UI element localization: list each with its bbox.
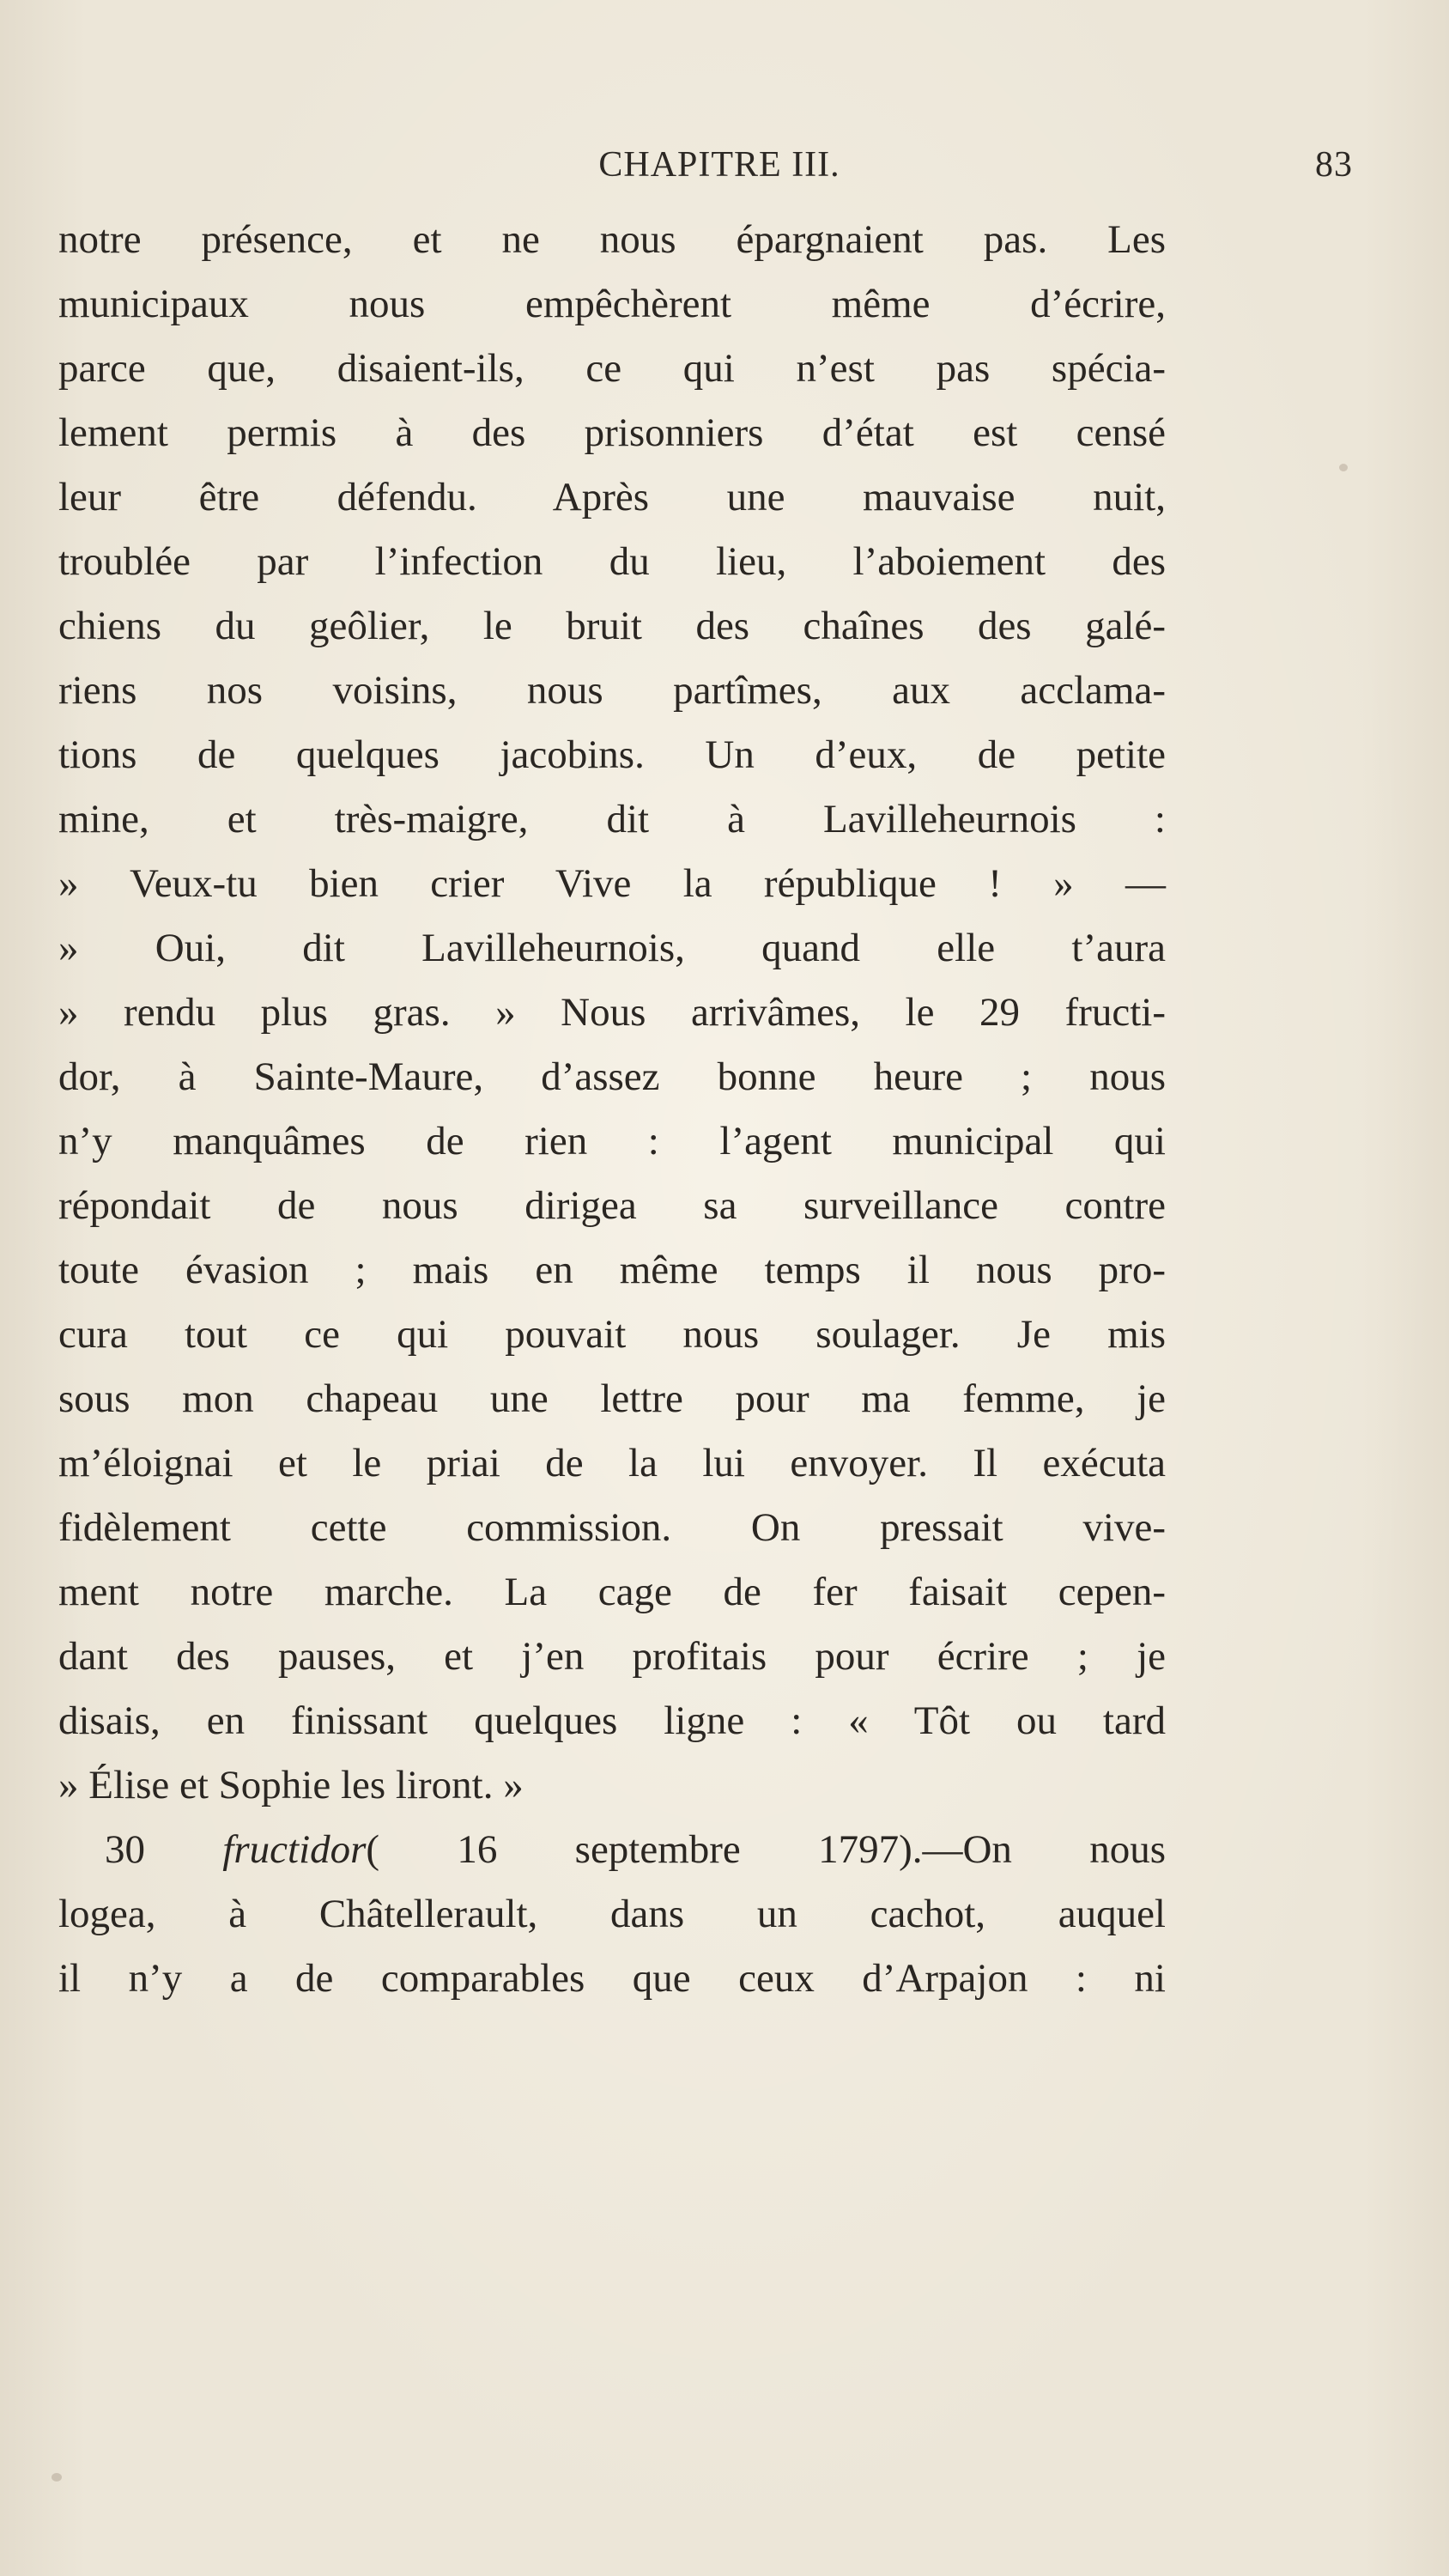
page-number: 83 — [1315, 145, 1353, 185]
chapter-title: CHAPITRE III. — [598, 145, 840, 185]
paper-speck — [1339, 464, 1348, 471]
text-line: toute évasion ; mais en même temps il nous pro- — [58, 1248, 1166, 1292]
text-line: il n’y a de comparables que ceux d’Arpajon : ni — [58, 1956, 1166, 2001]
text-line: » Élise et Sophie les liront. » — [58, 1763, 524, 1807]
running-head — [58, 144, 1353, 199]
text-line: leur être défendu. Après une mauvaise nuit, — [58, 475, 1166, 519]
text-line: n’y manquâmes de rien : l’agent municipal qui — [58, 1119, 1166, 1163]
text-line: fidèlement cette commission. On pressait vive- — [58, 1505, 1166, 1550]
entry-day: 30 — [105, 1827, 145, 1872]
body-text — [58, 208, 1166, 2011]
text-line: lement permis à des prisonniers d’état est censé — [58, 410, 1166, 455]
entry-month: fructidor — [222, 1827, 367, 1872]
text-line: mine, et très-maigre, dit à Lavilleheurnois : — [58, 797, 1166, 841]
text-line: tions de quelques jacobins. Un d’eux, de petite — [58, 732, 1166, 777]
text-line: » Oui, dit Lavilleheurnois, quand elle t’aura — [58, 926, 1166, 970]
text-line: disais, en finissant quelques ligne : « Tôt ou tard — [58, 1698, 1166, 1743]
text-line: » rendu plus gras. » Nous arrivâmes, le 29 fructi- — [58, 990, 1166, 1035]
paper-speck — [876, 1065, 882, 1071]
text-line: riens nos voisins, nous partîmes, aux acclama- — [58, 668, 1166, 713]
text-line: dant des pauses, et j’en profitais pour écrire ; je — [58, 1634, 1166, 1679]
text-line: sous mon chapeau une lettre pour ma femme, je — [58, 1376, 1166, 1421]
text-line: logea, à Châtellerault, dans un cachot, auquel — [58, 1892, 1166, 1936]
text-line: dor, à Sainte-Maure, d’assez bonne heure ; nous — [58, 1054, 1166, 1099]
text-line: ment notre marche. La cage de fer faisait cepen- — [58, 1570, 1166, 1614]
paper-speck — [52, 2473, 62, 2482]
text-line: municipaux nous empêchèrent même d’écrire, — [58, 282, 1166, 326]
text-line: répondait de nous dirigea sa surveillance contre — [58, 1183, 1166, 1228]
text-line: troublée par l’infection du lieu, l’aboiement des — [58, 539, 1166, 584]
dated-entry-line — [58, 1818, 1166, 1882]
text-line: » Veux-tu bien crier Vive la république ! » — — [58, 861, 1166, 906]
text-line: cura tout ce qui pouvait nous soulager. Je mis — [58, 1312, 1166, 1357]
entry-gregorian-date: ( 16 septembre 1797).—On nous — [366, 1827, 1166, 1872]
text-line: m’éloignai et le priai de la lui envoyer. Il exécuta — [58, 1441, 1166, 1485]
text-line: notre présence, et ne nous épargnaient pas. Les — [58, 217, 1166, 262]
text-line: chiens du geôlier, le bruit des chaînes des galé- — [58, 604, 1166, 648]
text-line: parce que, disaient-ils, ce qui n’est pas spécia- — [58, 346, 1166, 391]
